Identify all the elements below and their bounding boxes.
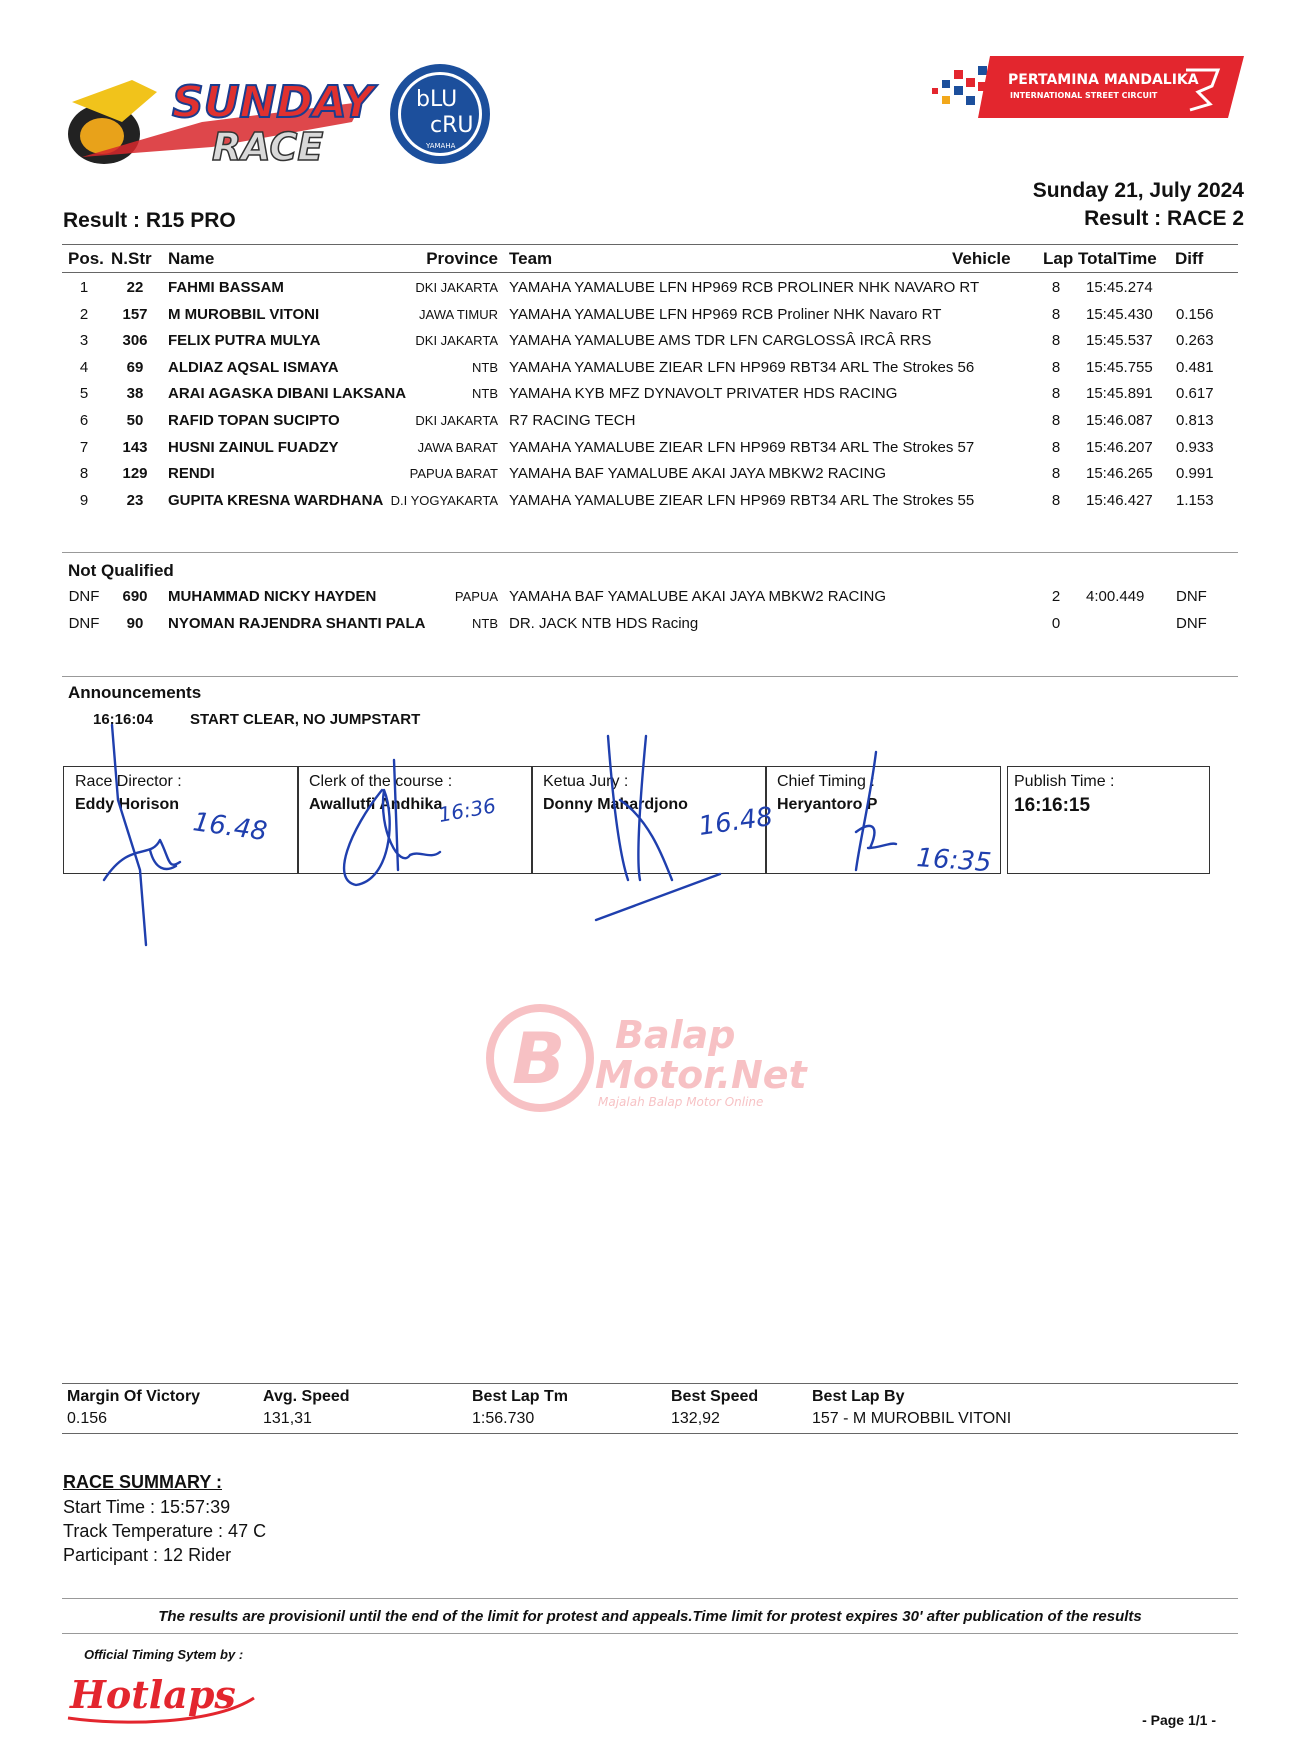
col-header-totaltime: TotalTime	[1078, 249, 1157, 268]
cell-name: FAHMI BASSAM	[168, 279, 284, 296]
watermark-tagline: Majalah Balap Motor Online	[598, 1095, 764, 1109]
watermark-line2: Motor.Net	[595, 1053, 807, 1097]
cell-pos: 8	[79, 465, 89, 483]
cell-team: YAMAHA YAMALUBE ZIEAR LFN HP969 RBT34 ARL The Strokes 57	[509, 438, 975, 456]
cell-total-time: 15:45.891	[1086, 385, 1153, 403]
cell-team: YAMAHA BAF YAMALUBE AKAI JAYA MBKW2 RACING	[509, 588, 887, 605]
cell-team: YAMAHA YAMALUBE ZIEAR LFN HP969 RBT34 ARL The Strokes 56	[509, 358, 975, 376]
official-name: Awallutfi Andhika	[309, 796, 443, 813]
stat-best-speed-label: Best Speed	[671, 1388, 759, 1405]
official-box-race-director	[63, 766, 299, 874]
result-class-title: Result : R15 PRO	[63, 209, 236, 232]
cell-number: 90	[126, 615, 144, 632]
cell-province: JAWA TIMUR	[419, 306, 498, 322]
announcement-text: START CLEAR, NO JUMPSTART	[190, 711, 421, 728]
stats-bottom-rule	[62, 1433, 1238, 1434]
cell-name: NYOMAN RAJENDRA SHANTI PALA	[168, 615, 426, 632]
cell-name: RENDI	[168, 465, 215, 483]
cell-pos: DNF	[68, 588, 100, 605]
cell-lap: 8	[1051, 279, 1061, 296]
page-number: - Page 1/1 -	[1142, 1712, 1216, 1728]
official-box-chief-timing	[765, 766, 1001, 874]
cell-lap: 8	[1051, 491, 1061, 509]
cell-lap: 8	[1051, 465, 1061, 483]
announcements-title: Announcements	[68, 683, 202, 702]
cell-name: FELIX PUTRA MULYA	[168, 332, 321, 350]
cell-pos: 6	[79, 412, 89, 429]
hotlaps-logo	[64, 1668, 260, 1730]
col-header-diff: Diff	[1175, 249, 1204, 268]
table-top-rule	[62, 244, 1238, 245]
cell-pos: 1	[79, 279, 89, 296]
cell-number: 129	[122, 465, 148, 483]
stat-best-lap-by-label: Best Lap By	[812, 1388, 905, 1405]
publish-time-box	[1007, 766, 1210, 874]
official-name: Donny Mahardjono	[543, 796, 688, 813]
stat-margin-label: Margin Of Victory	[67, 1388, 201, 1405]
watermark-emblem-letter: B	[512, 1018, 566, 1100]
stat-best-lap-value: 1:56.730	[472, 1410, 535, 1427]
cell-diff: DNF	[1176, 615, 1207, 632]
official-role: Race Director :	[75, 773, 182, 790]
cell-name: ALDIAZ AQSAL ISMAYA	[168, 358, 339, 376]
cell-number: 38	[126, 385, 144, 403]
cell-lap: 8	[1051, 305, 1061, 323]
cell-lap: 2	[1051, 588, 1061, 605]
cell-total-time: 15:46.265	[1086, 465, 1153, 483]
pertamina-mandalika-logo	[928, 52, 1246, 124]
cell-team: YAMAHA KYB MFZ DYNAVOLT PRIVATER HDS RACING	[509, 385, 898, 403]
race-summary-start: Start Time : 15:57:39	[63, 1497, 231, 1517]
mandalika-logo-line1: PERTAMINA MANDALIKA	[1008, 72, 1199, 88]
results-bottom-rule	[62, 552, 1238, 553]
announcement-time: 16:16:04	[93, 711, 154, 728]
official-role: Clerk of the course :	[309, 773, 453, 790]
stat-avg-speed-label: Avg. Speed	[263, 1388, 350, 1405]
sunday-logo-word: SUNDAY	[172, 77, 374, 128]
cell-number: 69	[126, 358, 144, 376]
handwritten-time-chief-timing: 16:35	[915, 843, 993, 879]
cell-number: 23	[126, 491, 144, 509]
cell-total-time: 15:46.087	[1086, 412, 1153, 429]
publish-time-value: 16:16:15	[1014, 795, 1091, 816]
stat-avg-speed-value: 131,31	[263, 1410, 312, 1427]
cell-province: D.I YOGYAKARTA	[390, 492, 498, 508]
cell-total-time: 15:45.274	[1086, 279, 1153, 296]
cell-pos: 5	[79, 385, 89, 403]
cell-name: M MUROBBIL VITONI	[168, 305, 320, 323]
col-header-lap: Lap	[1043, 249, 1074, 268]
cell-number: 50	[126, 412, 144, 429]
stats-top-rule	[62, 1383, 1238, 1384]
cell-total-time: 15:45.430	[1086, 305, 1153, 323]
race-summary-participants: Participant : 12 Rider	[63, 1545, 232, 1565]
cell-diff: 0.813	[1176, 412, 1214, 429]
col-header-team: Team	[509, 249, 553, 268]
cell-pos: 3	[79, 332, 89, 350]
col-header-nstr: N.Str	[111, 249, 152, 268]
cell-number: 690	[122, 588, 148, 605]
cell-team: YAMAHA BAF YAMALUBE AKAI JAYA MBKW2 RACING	[509, 465, 887, 483]
cell-team: R7 RACING TECH	[509, 412, 636, 429]
handwritten-time-clerk: 16:36	[436, 793, 498, 827]
cell-diff: 1.153	[1176, 491, 1214, 509]
cell-province: DKI JAKARTA	[415, 413, 498, 428]
race-date: Sunday 21, July 2024	[1032, 179, 1244, 202]
cell-diff: 0.617	[1176, 385, 1214, 403]
cell-number: 143	[122, 438, 148, 456]
handwritten-time-race-director: 16.48	[191, 807, 269, 848]
cell-diff: 0.156	[1176, 305, 1214, 323]
cell-diff: 0.933	[1176, 438, 1214, 456]
not-qualified-title: Not Qualified	[68, 561, 174, 580]
cell-name: GUPITA KRESNA WARDHANA	[168, 491, 384, 509]
col-header-name: Name	[168, 249, 215, 268]
cell-team: DR. JACK NTB HDS Racing	[509, 615, 699, 632]
cell-team: YAMAHA YAMALUBE AMS TDR LFN CARGLOSSÂ IRCÂ RRS	[509, 332, 932, 350]
nq-bottom-rule	[62, 676, 1238, 677]
cell-pos: 9	[79, 491, 89, 509]
race-summary-title: RACE SUMMARY :	[63, 1472, 223, 1492]
race-summary-track: Track Temperature : 47 C	[63, 1521, 267, 1541]
handwritten-time-ketua-jury: 16.48	[696, 801, 775, 842]
cell-pos: DNF	[68, 615, 100, 632]
publish-time-label: Publish Time :	[1014, 773, 1115, 790]
cell-pos: 4	[79, 358, 89, 376]
official-name: Heryantoro P	[777, 796, 878, 813]
cell-province: DKI JAKARTA	[415, 333, 498, 349]
sunday-race-logo	[62, 62, 382, 172]
cell-province: PAPUA BARAT	[409, 466, 498, 482]
cell-total-time: 4:00.449	[1086, 588, 1145, 605]
stat-best-speed-value: 132,92	[671, 1410, 720, 1427]
cell-diff: DNF	[1176, 588, 1207, 605]
cell-diff: 0.991	[1176, 465, 1214, 483]
cell-province: NTB	[472, 359, 498, 375]
disclaimer-top-rule	[62, 1598, 1238, 1599]
stat-best-lap-label: Best Lap Tm	[472, 1388, 569, 1405]
cell-total-time: 15:45.755	[1086, 358, 1153, 376]
cell-province: NTB	[472, 616, 498, 631]
cell-pos: 2	[79, 305, 89, 323]
official-role: Ketua Jury :	[543, 773, 629, 790]
cell-total-time: 15:46.427	[1086, 491, 1153, 509]
cell-name: RAFID TOPAN SUCIPTO	[168, 412, 340, 429]
cell-province: DKI JAKARTA	[415, 280, 498, 295]
cell-province: PAPUA	[454, 589, 498, 604]
official-name: Eddy Horison	[75, 796, 180, 813]
cell-pos: 7	[79, 438, 89, 456]
cell-lap: 8	[1051, 438, 1061, 456]
cell-team: YAMAHA YAMALUBE ZIEAR LFN HP969 RBT34 ARL The Strokes 55	[509, 491, 975, 509]
watermark-line1: Balap	[615, 1013, 736, 1057]
cell-lap: 8	[1051, 358, 1061, 376]
cell-lap: 0	[1051, 615, 1061, 632]
col-header-vehicle: Vehicle	[952, 249, 1011, 268]
stat-margin-value: 0.156	[67, 1410, 108, 1427]
cell-lap: 8	[1051, 412, 1061, 429]
cell-lap: 8	[1051, 385, 1061, 403]
col-header-province: Province	[426, 249, 498, 268]
hotlaps-logo-word: Hotlaps	[70, 1672, 236, 1717]
cell-name: HUSNI ZAINUL FUADZY	[168, 438, 339, 456]
cell-team: YAMAHA YAMALUBE LFN HP969 RCB PROLINER NHK NAVARO RT	[509, 279, 980, 296]
cell-total-time: 15:46.207	[1086, 438, 1153, 456]
official-role: Chief Timing :	[777, 773, 875, 790]
table-header-rule	[62, 272, 1238, 273]
cell-number: 157	[122, 305, 148, 323]
cell-total-time: 15:45.537	[1086, 332, 1153, 350]
bluecru-line2: cRU	[430, 113, 474, 138]
stat-best-lap-by-value: 157 - M MUROBBIL VITONI	[812, 1410, 1012, 1427]
mandalika-logo-line2: INTERNATIONAL STREET CIRCUIT	[1010, 91, 1158, 100]
col-header-pos: Pos.	[68, 249, 104, 268]
cell-number: 306	[122, 332, 148, 350]
bluecru-line1: bLU	[416, 87, 458, 112]
balapmotor-watermark	[480, 1003, 880, 1113]
race-logo-word: RACE	[212, 125, 324, 169]
cell-name: ARAI AGASKA DIBANI LAKSANA	[168, 385, 407, 403]
official-timing-label: Official Timing Sytem by :	[84, 1647, 244, 1662]
disclaimer-bottom-rule	[62, 1633, 1238, 1634]
cell-team: YAMAHA YAMALUBE LFN HP969 RCB Proliner NHK Navaro RT	[509, 305, 942, 323]
cell-province: JAWA BARAT	[417, 439, 498, 455]
disclaimer-text: The results are provisionil until the end of the limit for protest and appeals.Time limit for protest expires 30' after publication of the results	[158, 1608, 1142, 1625]
cell-name: MUHAMMAD NICKY HAYDEN	[168, 588, 377, 605]
bluecru-logo	[388, 60, 492, 168]
official-box-clerk	[297, 766, 533, 874]
cell-lap: 8	[1051, 332, 1061, 350]
cell-number: 22	[126, 279, 144, 296]
official-box-ketua-jury	[531, 766, 767, 874]
cell-province: NTB	[472, 386, 498, 402]
cell-diff: 0.263	[1176, 332, 1214, 350]
bluecru-line3: YAMAHA	[426, 142, 456, 150]
cell-diff: 0.481	[1176, 358, 1214, 376]
race-name: Result : RACE 2	[1084, 207, 1244, 230]
